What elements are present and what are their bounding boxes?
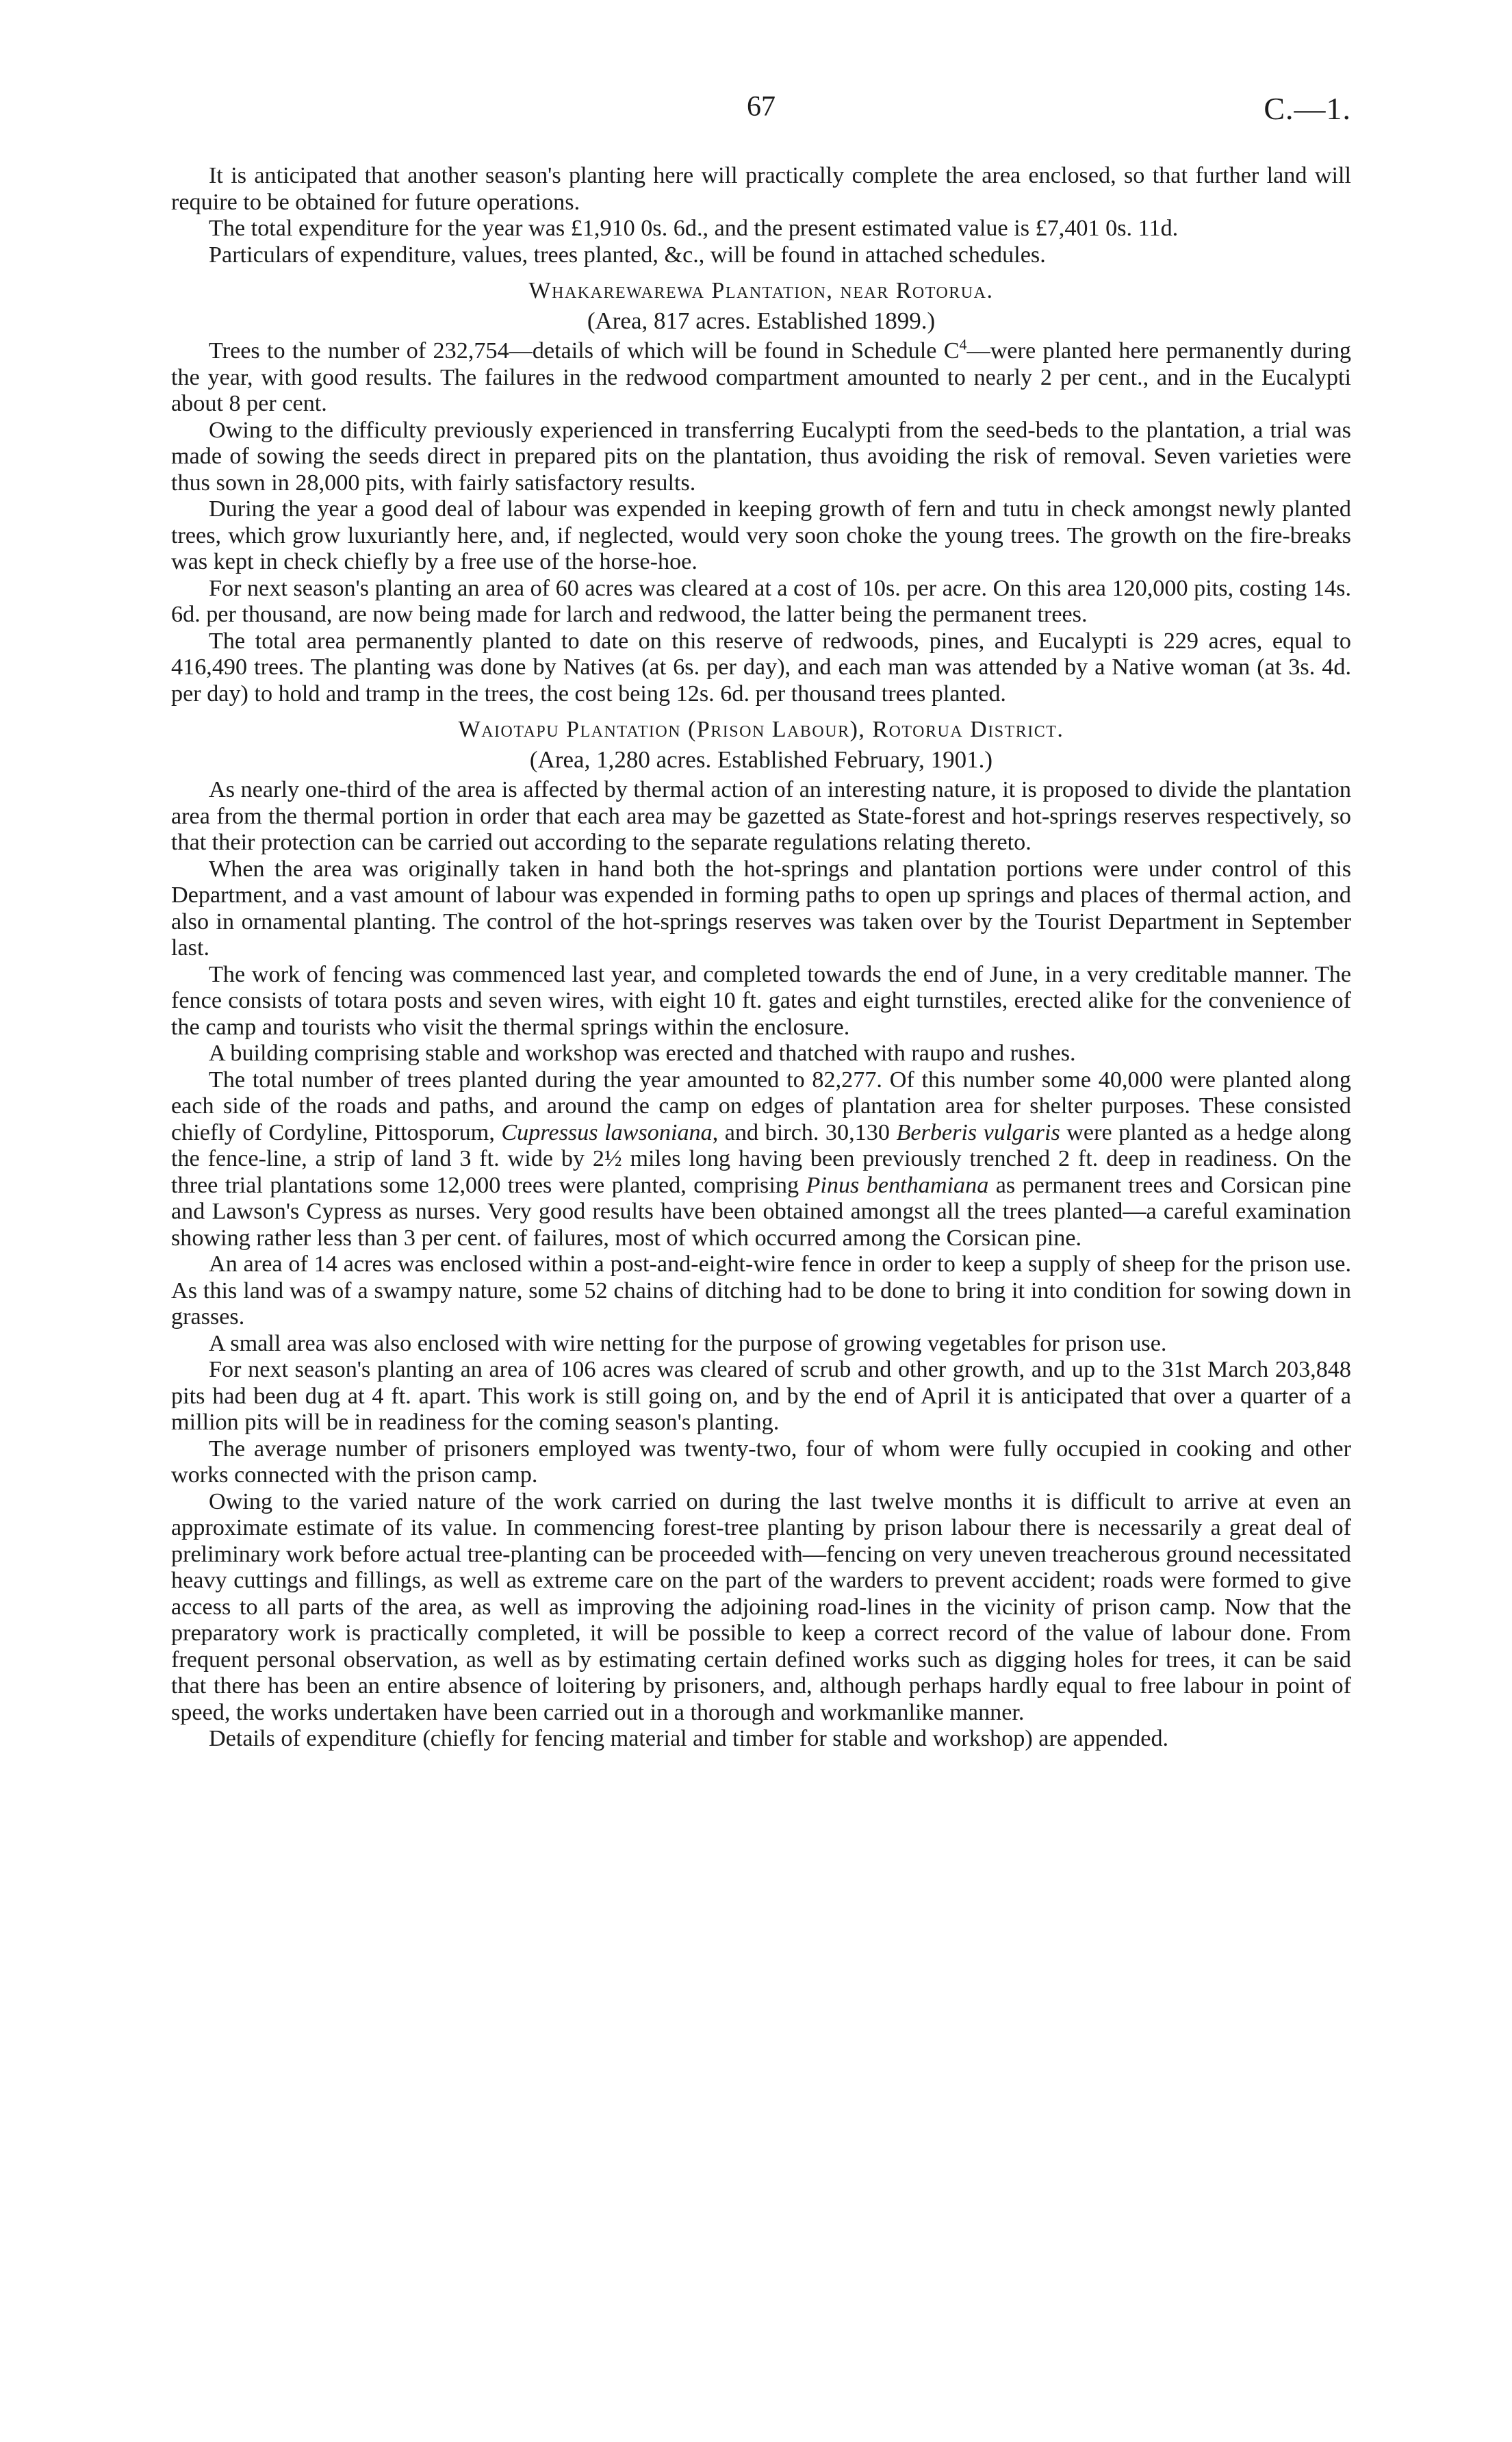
superscript: 4 — [959, 335, 967, 353]
document-body — [171, 163, 1351, 1753]
page-number: 67 — [747, 91, 776, 123]
text-run: Trees to the number of 232,754—details of which will be found in Schedule C — [209, 338, 960, 364]
paragraph: Details of expenditure (chiefly for fencing material and timber for stable and workshop) are appended. — [209, 1726, 1169, 1751]
section-subheading-whakarewarewa: (Area, 817 acres. Established 1899.) — [587, 307, 936, 334]
paragraph: The average number of prisoners employed was twenty-two, four of whom were fully occupied in cooking and other works connected with the prison camp. — [171, 1436, 1351, 1488]
section-heading-whakarewarewa: Whakarewarewa Plantation, near Rotorua. — [528, 278, 994, 303]
paragraph: For next season's planting an area of 106 acres was cleared of scrub and other growth, and up to the 31st March 203,848 pits had been dug at 4 ft. apart. This work is still going on, and by the end of April it is anticipated that over a quarter of a million pits will be in readiness for the coming season's planting. — [171, 1357, 1351, 1435]
paragraph: Owing to the difficulty previously experienced in transferring Eucalypti from the seed-beds to the plantation, a trial was made of sowing the seeds direct in prepared pits on the plantation, thus avoiding the risk of removal. Seven varieties were thus sown in 28,000 pits, with fairly satisfactory results. — [171, 417, 1351, 496]
page-header — [171, 82, 1351, 130]
section-heading-waiotapu: Waiotapu Plantation (Prison Labour), Rotorua District. — [458, 717, 1064, 742]
paragraph: A small area was also enclosed with wire netting for the purpose of growing vegetables for prison use. — [209, 1330, 1167, 1356]
text-run: were planted as a hedge along the fence-line, a strip of land 3 ft. wide by 2½ miles long having been previously trenched 2 ft. deep in readiness. On the three trial plantations some 12,000 trees were planted, comprising — [171, 1119, 1351, 1198]
text-run: as permanent trees and Corsican pine and Lawson's Cypress as nurses. Very good results have been obtained amongst all the trees planted—a careful examination showing rather less than 3 per cent. of failures, most of which occurred among the Corsican pine. — [171, 1172, 1351, 1251]
species-name: Pinus benthamiana — [806, 1172, 989, 1198]
paper-reference: C.—1. — [1264, 91, 1351, 126]
paragraph: The total expenditure for the year was £1,910 0s. 6d., and the present estimated value is £7,401 0s. 11d. — [209, 216, 1179, 241]
paragraph — [171, 335, 1351, 418]
text-run: —were planted here permanently during the year, with good results. The failures in the redwood compartment amounted to nearly 2 per cent., and in the Eucalypti about 8 per cent. — [171, 338, 1351, 416]
text-run: The total number of trees planted during the year amounted to 82,277. Of this number some 40,000 were planted along each side of the roads and paths, and around the camp on edges of plantation area for shelter purposes. These consisted chiefly of Cordyline, Pittosporum, — [171, 1067, 1351, 1145]
paragraph: The total area permanently planted to date on this reserve of redwoods, pines, and Eucalypti is 229 acres, equal to 416,490 trees. The planting was done by Natives (at 6s. per day), and each man was attended by a Native woman (at 3s. 4d. per day) to hold and tramp in the trees, the cost being 12s. 6d. per thousand trees planted. — [171, 628, 1351, 707]
text-run: , and birch. 30,130 — [712, 1119, 897, 1145]
paragraph: Owing to the varied nature of the work carried on during the last twelve months it is difficult to arrive at even an approximate estimate of its value. In commencing forest-tree planting by prison labour there is necessarily a great deal of preliminary work before actual tree-planting can be proceeded with—fencing on very uneven treacherous ground necessitated heavy cuttings and fillings, as well as extreme care on the part of the warders to prevent accident; roads were formed to give access to all parts of the area, as well as improving the adjoining road-lines in the vicinity of prison camp. Now that the preparatory work is practically completed, it will be possible to keep a correct record of the value of labour done. From frequent personal observation, as well as by estimating certain defined works such as digging holes for trees, it can be said that there has been an entire absence of loitering by prisoners, and, although perhaps hardly equal to free labour in point of speed, the works undertaken have been carried out in a thorough and workmanlike manner. — [171, 1488, 1351, 1725]
paragraph: For next season's planting an area of 60 acres was cleared at a cost of 10s. per acre. On this area 120,000 pits, costing 14s. 6d. per thousand, are now being made for larch and redwood, the latter being the permanent trees. — [171, 575, 1351, 627]
paragraph: The work of fencing was commenced last year, and completed towards the end of June, in a very creditable manner. The fence consists of totara posts and seven wires, with eight 10 ft. gates and eight turnstiles, erected alike for the convenience of the camp and tourists who visit the thermal springs within the enclosure. — [171, 961, 1351, 1040]
paragraph: An area of 14 acres was enclosed within a post-and-eight-wire fence in order to keep a supply of sheep for the prison use. As this land was of a swampy nature, some 52 chains of ditching had to be done to bring it into condition for sowing down in grasses. — [171, 1251, 1351, 1330]
paragraph: It is anticipated that another season's planting here will practically complete the area enclosed, so that further land will require to be obtained for future operations. — [171, 163, 1351, 215]
paragraph: A building comprising stable and workshop was erected and thatched with raupo and rushes. — [209, 1041, 1076, 1066]
paragraph: During the year a good deal of labour was expended in keeping growth of fern and tutu in check amongst newly planted trees, which grow luxuriantly here, and, if neglected, would very soon choke the young trees. The growth on the fire-breaks was kept in check chiefly by a free use of the horse-hoe. — [171, 496, 1351, 574]
species-name: Cupressus lawsoniana — [501, 1119, 713, 1145]
species-name: Berberis vulgaris — [896, 1119, 1060, 1145]
paragraph — [171, 1067, 1351, 1252]
paragraph: As nearly one-third of the area is affected by thermal action of an interesting nature, it is proposed to divide the plantation area from the thermal portion in order that each area may be gazetted as State-forest and hot-springs reserves respectively, so that their protection can be carried out according to the separate regulations relating thereto. — [171, 777, 1351, 855]
paragraph: Particulars of expenditure, values, trees planted, &c., will be found in attached schedules. — [209, 242, 1046, 268]
section-subheading-waiotapu: (Area, 1,280 acres. Established February, 1901.) — [529, 746, 993, 773]
paragraph: When the area was originally taken in hand both the hot-springs and plantation portions were under control of this Department, and a vast amount of labour was expended in forming paths to open up springs and places of thermal action, and also in ornamental planting. The control of the hot-springs reserves was taken over by the Tourist Department in September last. — [171, 856, 1351, 961]
